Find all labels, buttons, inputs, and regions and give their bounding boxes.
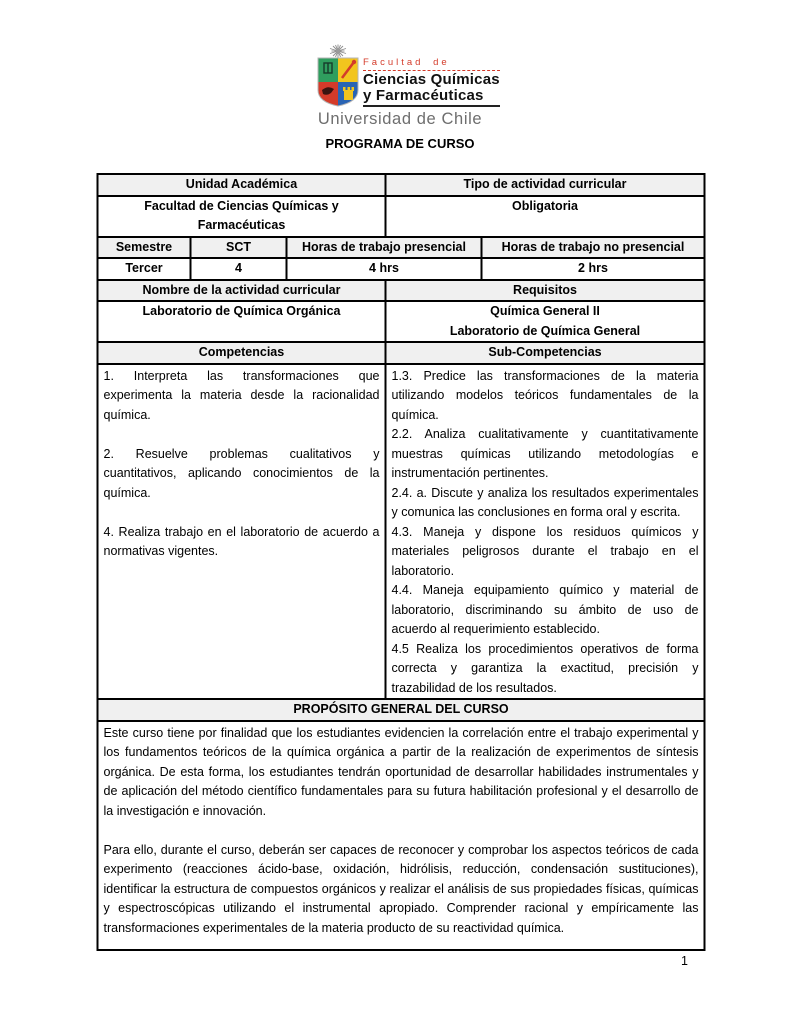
university-logo bbox=[0, 44, 800, 129]
page-title: PROGRAMA DE CURSO bbox=[325, 136, 475, 151]
header-horas-no-presencial: Horas de trabajo no presencial bbox=[482, 237, 705, 259]
competencia-item: 2. Resuelve problemas cualitativos y cuantitativos, aplicando conocimientos de la química. bbox=[103, 446, 380, 500]
proposito-paragraph: Este curso tiene por finalidad que los estudiantes evidencien la correlación entre el trabajo experimental y los fundamentos teóricos de la química orgánica a partir de la realización de experimentos de síntesis orgánica. De esta forma, los estudiantes tendrán oportunidad de desarrollar habilidades instrumentales y de aplicación del método científico fundamentales para su futura habilitación profesional y el desarrollo de la investigación e innovación. bbox=[103, 725, 699, 818]
university-name: Universidad de Chile bbox=[317, 110, 483, 128]
proposito-paragraph: Para ello, durante el curso, deberán ser capaces de reconocer y comprobar los aspectos teóricos de cada experimento (reacciones ácido-base, oxidación, hidrólisis, reducción, condensación sustituciones), identificar la estructura de compuestos orgánicos y realizar el análisis de sus propiedades físicas, químicas y espectroscópicas utilizando el instrumental apropiado. Comprender racional y empíricamente las transformaciones experimentales de la materia producto de su reactividad química. bbox=[103, 842, 699, 935]
semestre-horas-table bbox=[97, 236, 706, 281]
sub-competencia-item: 4.3. Maneja y dispone los residuos químicos y materiales peligrosos durante el trabajo en el laboratorio. bbox=[391, 524, 699, 578]
value-tipo-actividad: Obligatoria bbox=[386, 196, 705, 237]
university-crest-icon bbox=[316, 44, 360, 108]
header-semestre: Semestre bbox=[98, 237, 191, 259]
competencias-cell bbox=[98, 364, 386, 700]
sub-competencia-item: 2.4. a. Discute y analiza los resultados experimentales y comunica las conclusiones en forma oral y escrita. bbox=[391, 485, 699, 519]
requisito-line: Química General II bbox=[490, 304, 600, 318]
sub-competencia-item: 4.5 Realiza los procedimientos operativos de forma correcta y garantiza la exactitud, precisión y trazabilidad de los resultados. bbox=[391, 641, 699, 695]
requisito-line: Laboratorio de Química General bbox=[449, 323, 641, 338]
header-sct: SCT bbox=[191, 237, 287, 259]
value-nombre-actividad: Laboratorio de Química Orgánica bbox=[98, 301, 386, 342]
sub-competencia-item: 1.3. Predice las transformaciones de la materia utilizando modelos teóricos fundamentales de la química. bbox=[391, 368, 699, 422]
header-horas-presencial: Horas de trabajo presencial bbox=[287, 237, 482, 259]
sub-competencia-item: 2.2. Analiza cualitativamente y cuantitativamente muestras químicas utilizando metodologías e instrumentación pertinentes. bbox=[391, 427, 699, 480]
sub-competencia-item: 4.4. Maneja equipamiento químico y material de laboratorio, discriminando su ámbito de uso de acuerdo al requerimiento establecido. bbox=[391, 583, 699, 636]
course-info-tables bbox=[97, 173, 704, 951]
value-sct: 4 bbox=[191, 258, 287, 280]
page-number: 1 bbox=[681, 954, 688, 968]
nombre-competencias-table bbox=[97, 279, 706, 701]
faculty-name-line1: Ciencias Químicas bbox=[363, 71, 500, 88]
header-competencias: Competencias bbox=[98, 342, 386, 364]
proposito-content-cell bbox=[98, 721, 705, 950]
competencia-item: 1. Interpreta las transformaciones que experimenta la materia desde la racionalidad química. bbox=[103, 368, 380, 422]
header-unidad-academica: Unidad Académica bbox=[98, 174, 386, 196]
facultad-de-label: Facultad de bbox=[363, 57, 500, 71]
header-proposito: PROPÓSITO GENERAL DEL CURSO bbox=[98, 699, 705, 721]
header-nombre-actividad: Nombre de la actividad curricular bbox=[98, 280, 386, 302]
header-requisitos: Requisitos bbox=[386, 280, 705, 302]
value-horas-presencial: 4 hrs bbox=[287, 258, 482, 280]
header-tipo-actividad: Tipo de actividad curricular bbox=[386, 174, 705, 196]
sub-competencias-cell bbox=[386, 364, 705, 700]
value-horas-no-presencial: 2 hrs bbox=[482, 258, 705, 280]
value-semestre: Tercer bbox=[98, 258, 191, 280]
value-requisitos bbox=[386, 301, 705, 342]
header-sub-competencias: Sub-Competencias bbox=[386, 342, 705, 364]
value-unidad-academica: Facultad de Ciencias Químicas y Farmacéuticas bbox=[98, 196, 386, 237]
competencia-item: 4. Realiza trabajo en el laboratorio de acuerdo a normativas vigentes. bbox=[103, 524, 380, 558]
proposito-table bbox=[97, 698, 706, 951]
faculty-name-line2: y Farmacéuticas bbox=[363, 88, 500, 107]
unidad-tipo-table bbox=[97, 173, 706, 238]
